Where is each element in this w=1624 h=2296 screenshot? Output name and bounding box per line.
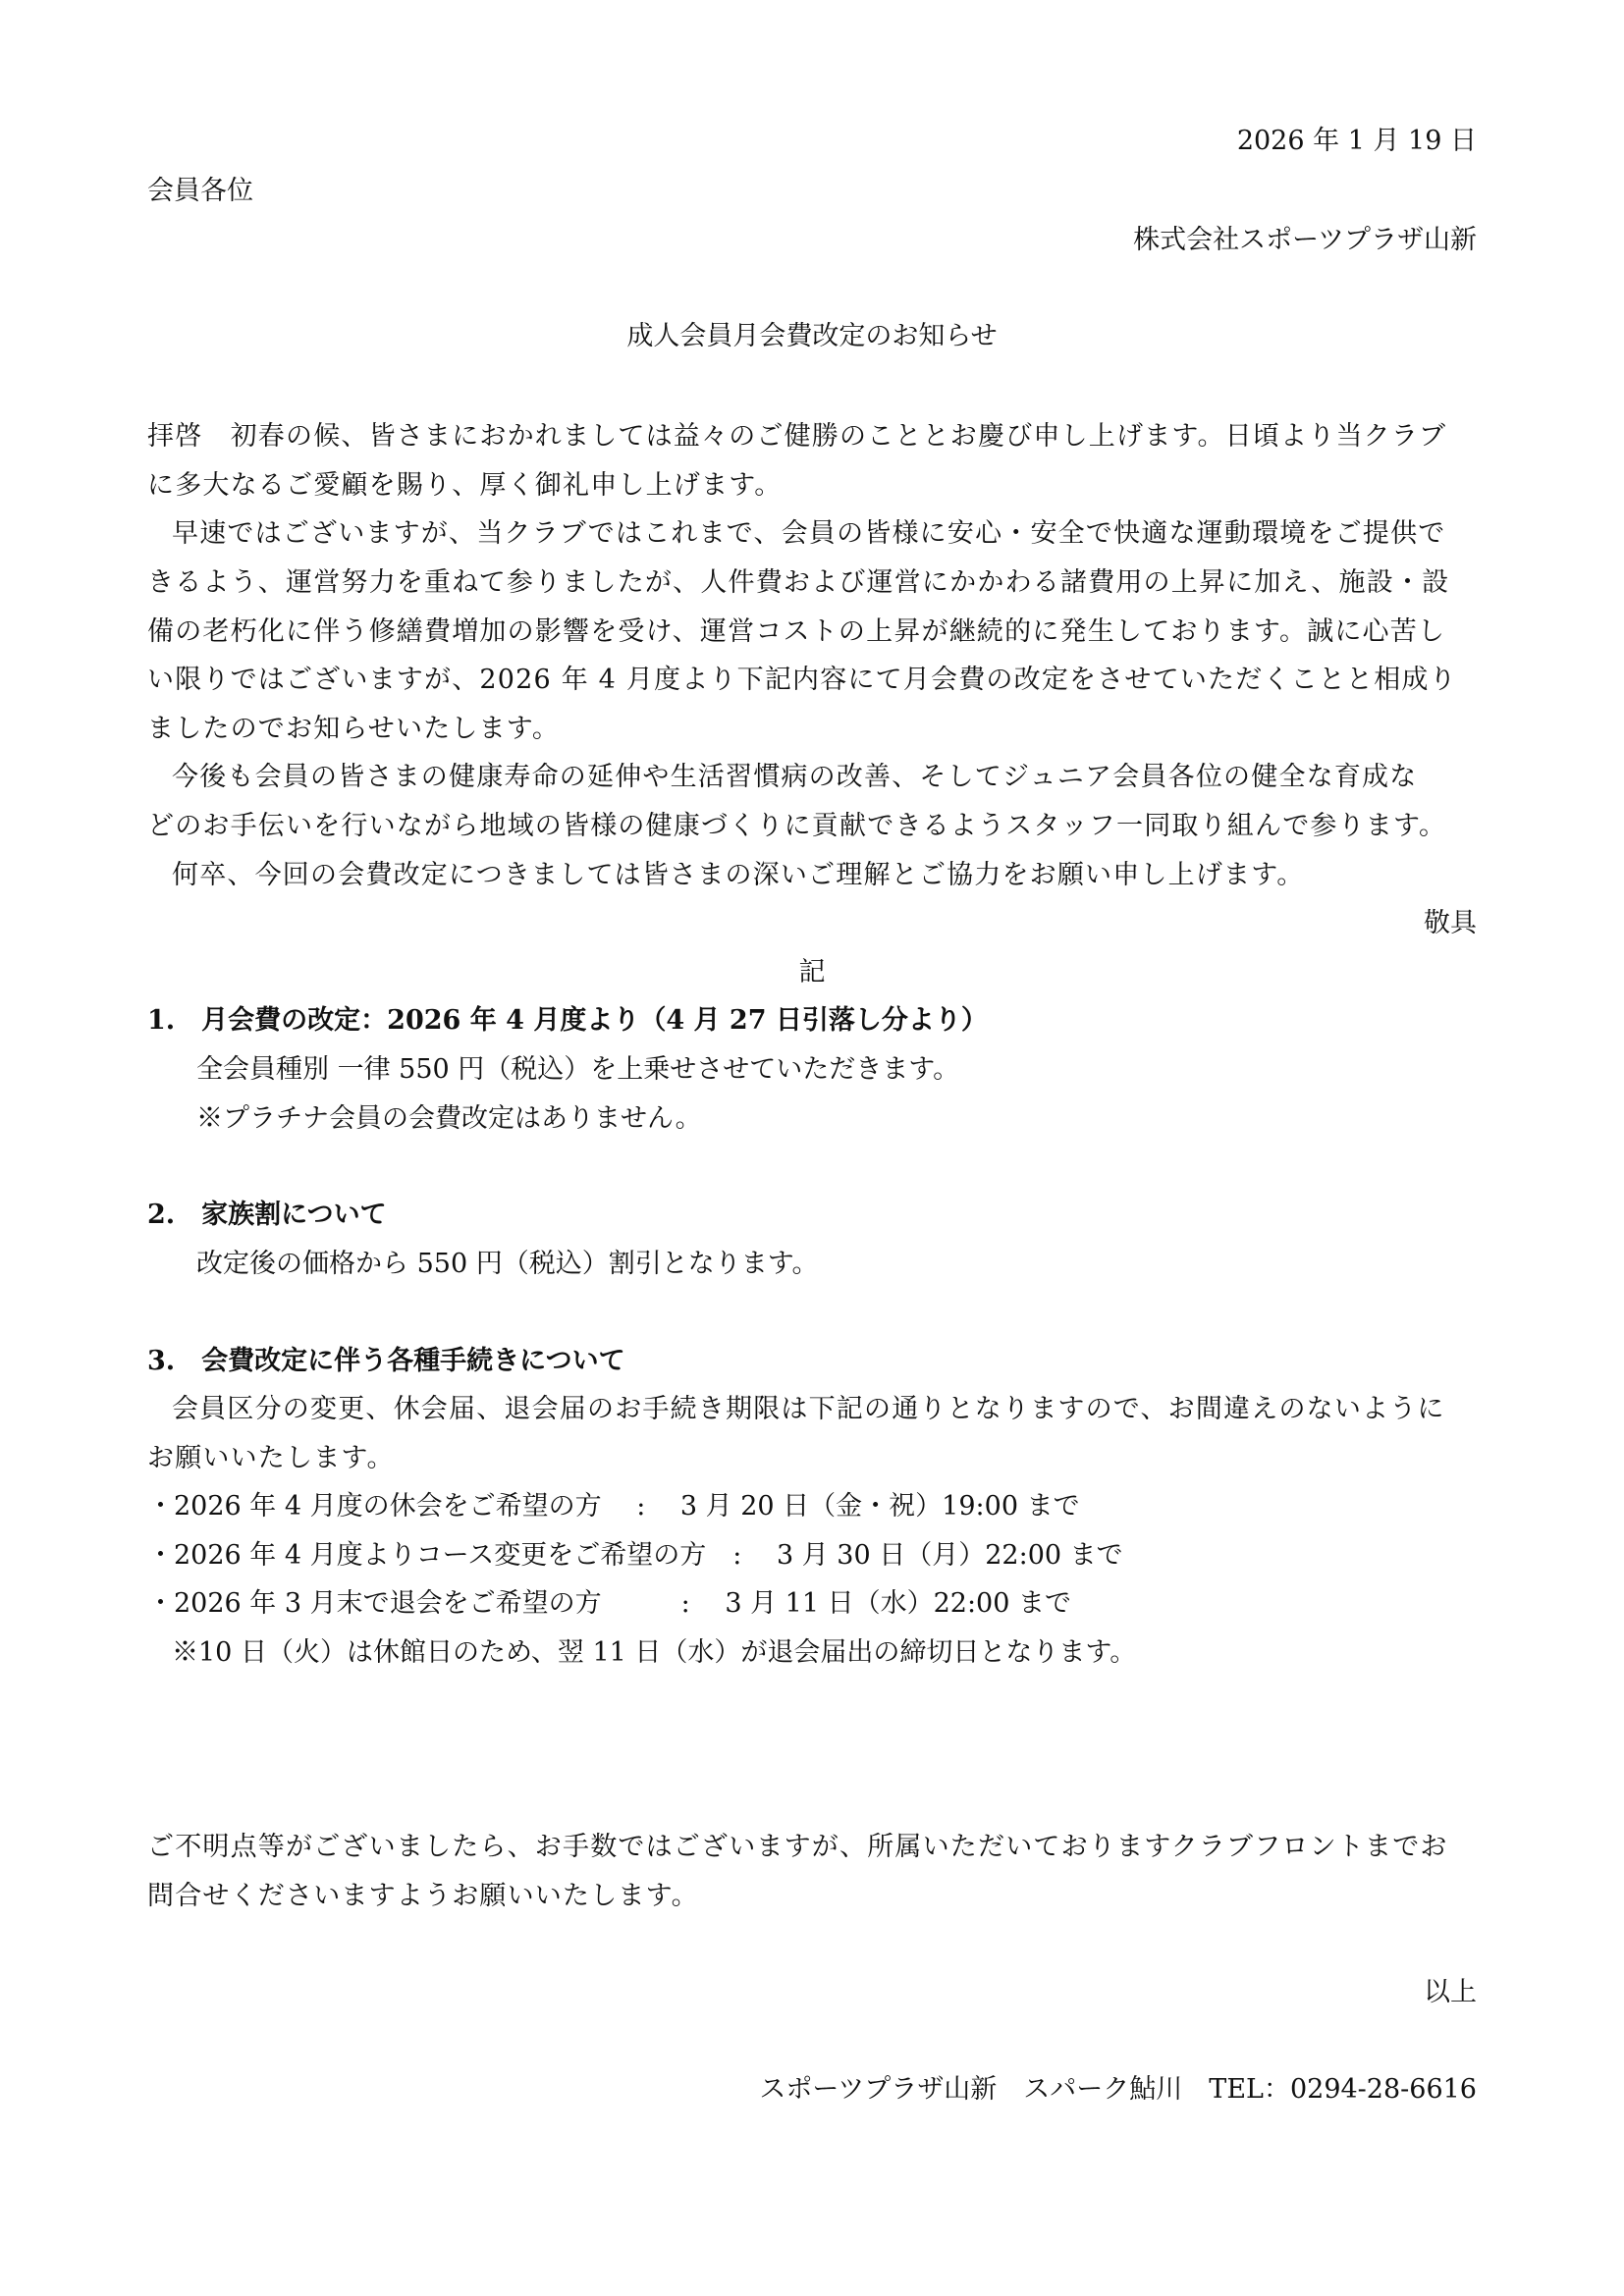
footer-signature: スポーツプラザ山新 スパーク鮎川 TEL：0294-28-6616 bbox=[759, 2074, 1477, 2105]
body-line: 何卒、今回の会費改定につきましては皆さまの深いご理解とご協力をお願い申し上げます。 bbox=[172, 860, 1305, 890]
body-line: どのお手伝いを行いながら地域の皆様の健康づくりに貢献できるようスタッフ一同取り組んで参ります。 bbox=[147, 811, 1447, 841]
section-line: 改定後の価格から 550 円（税込）割引となります。 bbox=[196, 1249, 819, 1279]
document-date: 2026 年 1 月 19 日 bbox=[1236, 126, 1477, 156]
closing-ijou: 以上 bbox=[1424, 1977, 1477, 2007]
section-note: ※10 日（火）は休館日のため、翌 11 日（水）が退会届出の締切日となります。 bbox=[172, 1637, 1137, 1668]
body-line: きるよう、運営努力を重ねて参りましたが、人件費および運営にかかわる諸費用の上昇に加え、施設・設 bbox=[147, 567, 1450, 598]
section-line: 会員区分の変更、休会届、退会届のお手続き期限は下記の通りとなりますので、お間違えのないように bbox=[172, 1394, 1445, 1424]
section-line: 全会員種別 一律 550 円（税込）を上乗せさせていただきます。 bbox=[196, 1054, 960, 1085]
sender-company: 株式会社スポーツプラザ山新 bbox=[1133, 225, 1477, 255]
body-line: い限りではございますが、2026 年 4 月度より下記内容にて月会費の改定をさせていただくことと相成り bbox=[147, 665, 1457, 695]
ki-marker: 記 bbox=[798, 957, 826, 988]
section-heading: 1. 月会費の改定：2026 年 4 月度より（4 月 27 日引落し分より） bbox=[147, 1005, 988, 1036]
deadline-item: ・2026 年 4 月度の休会をご希望の方 : 3 月 20 日（金・祝）19:00 まで bbox=[147, 1491, 1080, 1522]
contact-line: 問合せくださいますようお願いいたします。 bbox=[147, 1881, 699, 1911]
contact-line: ご不明点等がございましたら、お手数ではございますが、所属いただいておりますクラブフロントまでお bbox=[147, 1832, 1448, 1862]
deadline-item: ・2026 年 4 月度よりコース変更をご希望の方 : 3 月 30 日（月）22:00 まで bbox=[147, 1540, 1123, 1571]
body-line: ましたのでお知らせいたします。 bbox=[147, 714, 561, 744]
body-line: 備の老朽化に伴う修繕費増加の影響を受け、運営コストの上昇が継続的に発生しております。誠に心苦し bbox=[147, 616, 1446, 647]
section-heading: 2. 家族割について bbox=[147, 1200, 387, 1230]
section-line: お願いいたします。 bbox=[147, 1443, 395, 1473]
body-line: 拝啓 初春の候、皆さまにおかれましては益々のご健勝のこととお慶び申し上げます。日頃より当クラブ bbox=[147, 421, 1447, 452]
document-title: 成人会員月会費改定のお知らせ bbox=[626, 321, 998, 351]
closing-keigu: 敬具 bbox=[1424, 908, 1477, 938]
recipient: 会員各位 bbox=[147, 176, 253, 206]
body-line: 早速ではございますが、当クラブではこれまで、会員の皆様に安心・安全で快適な運動環境をご提供で bbox=[172, 518, 1446, 549]
section-heading: 3. 会費改定に伴う各種手続きについて bbox=[147, 1346, 625, 1376]
deadline-item: ・2026 年 3 月末で退会をご希望の方 : 3 月 11 日（水）22:00 まで bbox=[147, 1588, 1071, 1619]
body-line: に多大なるご愛顧を賜り、厚く御礼申し上げます。 bbox=[147, 470, 783, 501]
body-line: 今後も会員の皆さまの健康寿命の延伸や生活習慣病の改善、そしてジュニア会員各位の健全な育成な bbox=[172, 762, 1418, 792]
section-note: ※プラチナ会員の会費改定はありません。 bbox=[196, 1103, 702, 1134]
